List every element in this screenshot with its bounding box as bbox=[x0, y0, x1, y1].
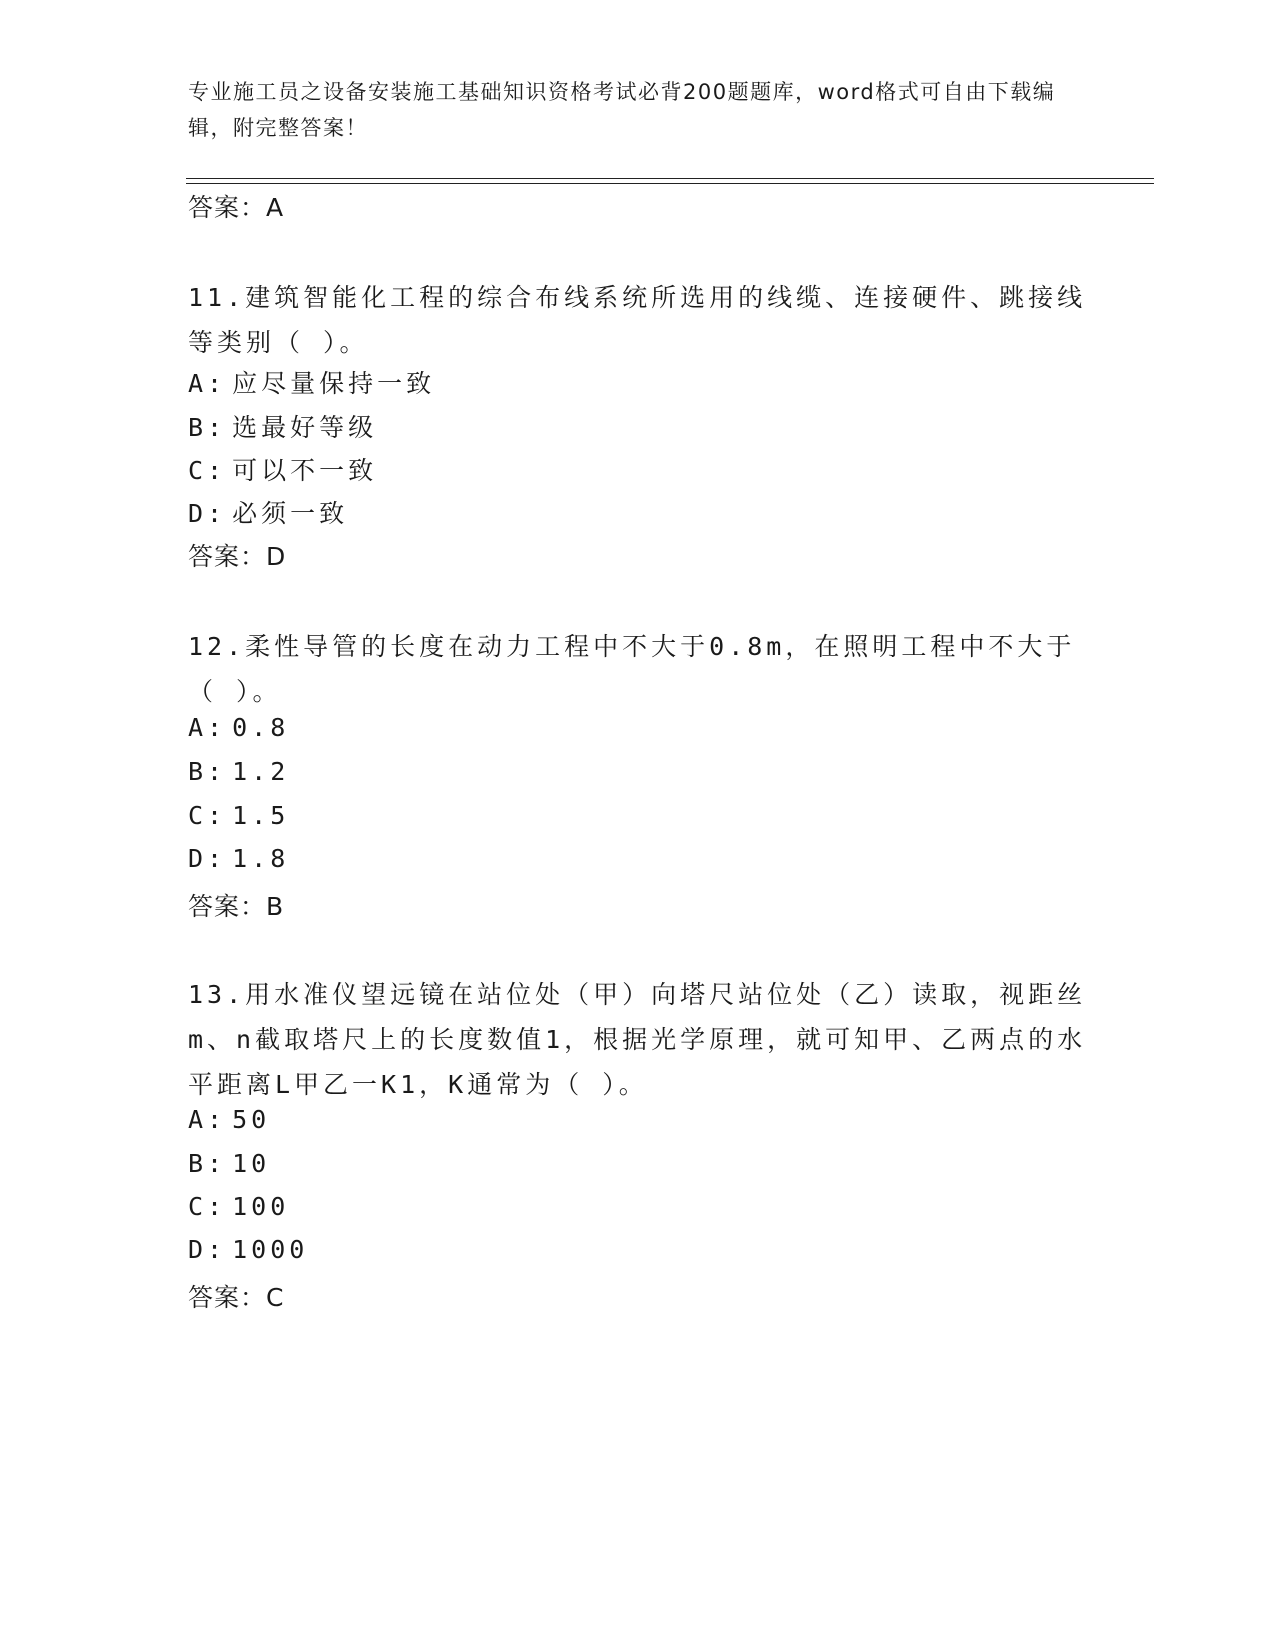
option-text: 50 bbox=[232, 1105, 271, 1134]
option-label: D: bbox=[188, 499, 227, 528]
question-12-text: 12.柔性导管的长度在动力工程中不大于0.8m，在照明工程中不大于（ ）。 bbox=[188, 632, 1076, 706]
option-label: B: bbox=[188, 1149, 227, 1178]
header-divider-bottom bbox=[186, 183, 1154, 184]
question-13-answer: 答案：C bbox=[188, 1283, 285, 1312]
question-11-option-c bbox=[188, 451, 377, 487]
option-label: A: bbox=[188, 1105, 227, 1134]
option-label: D: bbox=[188, 844, 227, 873]
option-text: 10 bbox=[232, 1149, 271, 1178]
question-11-option-b bbox=[188, 408, 377, 444]
question-12-option-a bbox=[188, 713, 289, 742]
question-12-answer: 答案：B bbox=[188, 892, 285, 921]
question-13-option-c bbox=[188, 1192, 289, 1221]
question-12-option-c bbox=[188, 801, 289, 830]
option-text: 0.8 bbox=[232, 713, 290, 742]
question-12-option-b bbox=[188, 757, 289, 786]
option-text: 100 bbox=[232, 1192, 290, 1221]
question-13-option-b bbox=[188, 1149, 270, 1178]
header-divider-top bbox=[186, 178, 1154, 179]
option-text: 1.5 bbox=[232, 801, 290, 830]
option-text: 可以不一致 bbox=[232, 456, 378, 485]
option-label: B: bbox=[188, 757, 227, 786]
option-text: 必须一致 bbox=[232, 499, 349, 528]
option-label: B: bbox=[188, 413, 227, 442]
option-label: C: bbox=[188, 801, 227, 830]
option-text: 选最好等级 bbox=[232, 413, 378, 442]
option-label: C: bbox=[188, 1192, 227, 1221]
question-13-option-d bbox=[188, 1235, 308, 1264]
question-12-option-d bbox=[188, 844, 289, 873]
question-11-option-a bbox=[188, 364, 435, 400]
previous-answer: 答案：A bbox=[188, 193, 285, 222]
question-11-option-d bbox=[188, 494, 348, 530]
option-label: D: bbox=[188, 1235, 227, 1264]
question-11-answer: 答案：D bbox=[188, 542, 287, 571]
document-header: 专业施工员之设备安装施工基础知识资格考试必背200题题库，word格式可自由下载编辑，附完整答案！ bbox=[188, 80, 1056, 140]
option-label: C: bbox=[188, 456, 227, 485]
option-text: 1000 bbox=[232, 1235, 309, 1264]
option-label: A: bbox=[188, 369, 227, 398]
question-13-option-a bbox=[188, 1105, 270, 1134]
option-text: 应尽量保持一致 bbox=[232, 369, 436, 398]
option-text: 1.8 bbox=[232, 844, 290, 873]
question-13-text: 13.用水准仪望远镜在站位处（甲）向塔尺站位处（乙）读取，视距丝m、n截取塔尺上的长度数值1，根据光学原理，就可知甲、乙两点的水平距离L甲乙一K1，K通常为（ ）。 bbox=[188, 980, 1087, 1099]
option-label: A: bbox=[188, 713, 227, 742]
question-11-text: 11.建筑智能化工程的综合布线系统所选用的线缆、连接硬件、跳接线等类别（ ）。 bbox=[188, 283, 1087, 357]
option-text: 1.2 bbox=[232, 757, 290, 786]
